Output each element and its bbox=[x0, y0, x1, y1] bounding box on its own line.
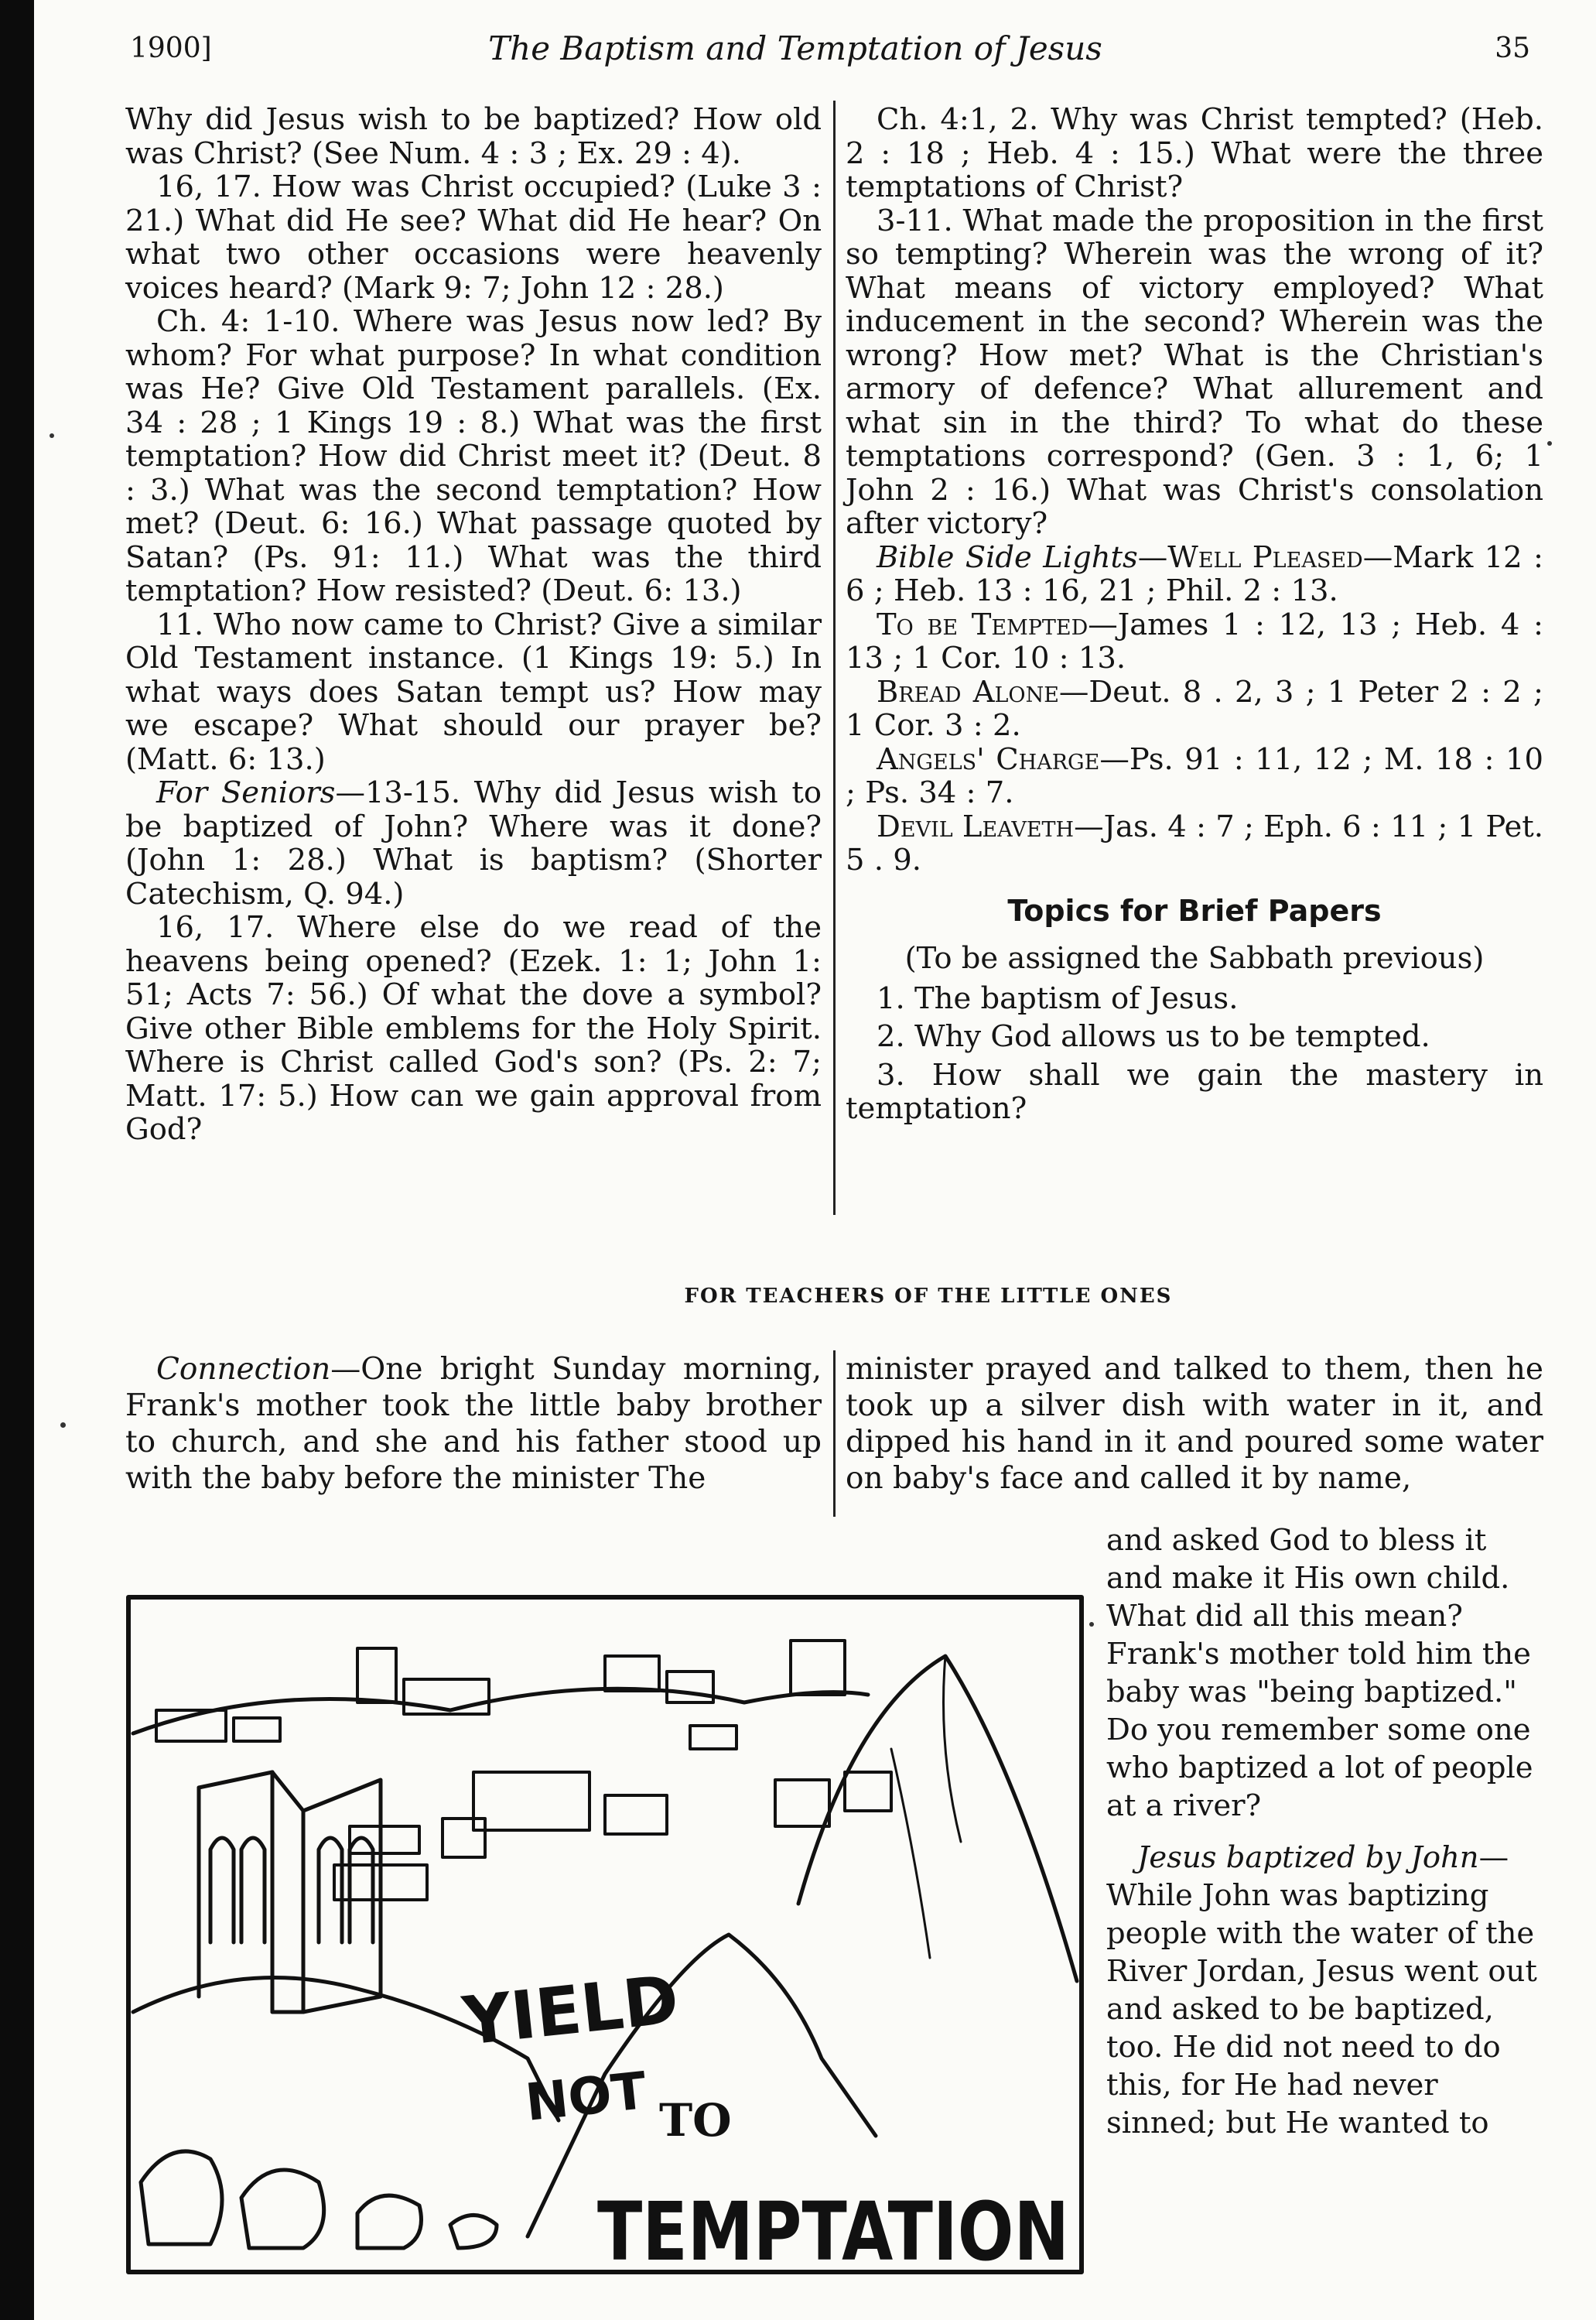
side-light-refs: —Jas. 4 : 7 ; Eph. 6 : 11 ; 1 Pet. 5 . 9. bbox=[846, 809, 1543, 878]
topics-heading: Topics for Brief Papers bbox=[1007, 893, 1382, 928]
paragraph: Ch. 4: 1-10. Where was Jesus now led? By whom? For what purpose? In what condition was He? Give Old Testament parallels. (Ex. 34 : 28 ; 1 Kings 19 : 8.) What was the first temptation? How did Christ meet it? (Deut. 8 : 3.) What was the second temptation? How met? (Deut. 6: 16.) What passage quoted by Satan? (Ps. 91: 11.) What was the third temptation? How resisted? (Deut. 6: 13.) bbox=[125, 304, 822, 608]
rocks bbox=[141, 2151, 497, 2248]
side-light-refs: —Deut. 8 . 2, 3 ; 1 Peter 2 : 2 ; 1 Cor. 3 : 2. bbox=[846, 674, 1543, 743]
section-heading: FOR TEACHERS OF THE LITTLE ONES bbox=[684, 1285, 1173, 1308]
side-lights-label: Bible Side Lights bbox=[877, 539, 1138, 575]
print-speck bbox=[60, 1422, 66, 1428]
page-number: 35 bbox=[1495, 33, 1530, 64]
side-light bbox=[846, 608, 1543, 676]
word-yield: YIELD bbox=[459, 1961, 682, 2061]
word-temptation: TEMPTATION bbox=[597, 2185, 1069, 2279]
jesus-baptized-label: Jesus baptized by John bbox=[1137, 1840, 1479, 1875]
word-not: NOT bbox=[522, 2060, 650, 2133]
header-title: The Baptism and Temptation of Jesus bbox=[488, 29, 1102, 67]
paragraph: 11. Who now came to Christ? Give a similar Old Testament instance. (1 Kings 19: 5.) In what ways does Satan tempt us? How may we escape? What should our prayer be? (Matt. 6: 13.) bbox=[125, 607, 822, 777]
connection-label: Connection bbox=[156, 1352, 331, 1387]
side-light-key: To be Tempted bbox=[877, 607, 1088, 642]
column-rule bbox=[833, 101, 836, 1215]
jesus-baptized-paragraph bbox=[1106, 1839, 1546, 2142]
right-mountain bbox=[798, 1656, 1077, 1981]
mountain-crevices bbox=[891, 1656, 961, 1958]
list-item: 1. The baptism of Jesus. bbox=[877, 980, 1239, 1016]
jesus-baptized-text: — While John was baptizing people with the water of the River Jordan, Jesus went out and asked to be baptized, too. He did not need to do this, for He had never sinned; but He wanted to bbox=[1106, 1840, 1537, 2140]
side-light bbox=[846, 743, 1543, 810]
side-light-key: Bread Alone bbox=[877, 674, 1059, 710]
side-text-column bbox=[1106, 1521, 1546, 2142]
right-column bbox=[846, 103, 1543, 1131]
connection-cont: minister prayed and talked to them, then he took up a silver dish with water in it, and dipped his hand in it and poured some water on baby's face and called it by name, bbox=[846, 1352, 1543, 1496]
yield-not-to-temptation-illustration bbox=[125, 1594, 1085, 2279]
connection-paragraph bbox=[125, 1351, 822, 1497]
seniors-paragraph bbox=[125, 776, 822, 911]
header-year: 1900] bbox=[130, 33, 212, 64]
book-binding-shadow bbox=[0, 0, 34, 2320]
side-light-key: Well Pleased bbox=[1167, 539, 1363, 575]
paragraph: Why did Jesus wish to be baptized? How old was Christ? (See Num. 4 : 3 ; Ex. 29 : 4). bbox=[125, 102, 822, 171]
side-light-key: Devil Leaveth bbox=[877, 809, 1075, 844]
topics-note: (To be assigned the Sabbath previous) bbox=[904, 941, 1485, 976]
side-light bbox=[846, 810, 1543, 878]
connection-text: —One bright Sunday morning, Frank's mother took the little baby brother to church, and she and his father stood up with the baby before the minister The bbox=[125, 1352, 822, 1496]
seniors-text: —13-15. Why did Jesus wish to be baptized of John? Where was it done? (John 1: 28.) What is baptism? (Shorter Catechism, Q. 94.) bbox=[125, 775, 822, 912]
print-speck bbox=[1089, 1622, 1094, 1627]
connection-left bbox=[125, 1351, 822, 1497]
topics-list bbox=[846, 982, 1543, 1126]
side-light-refs: —Ps. 91 : 11, 12 ; M. 18 : 10 ; Ps. 34 : 7. bbox=[846, 741, 1543, 810]
side-light-refs: —James 1 : 12, 13 ; Heb. 4 : 13 ; 1 Cor. 10 : 13. bbox=[846, 607, 1543, 676]
distant-hills bbox=[133, 1689, 868, 1733]
side-light bbox=[846, 676, 1543, 743]
print-speck bbox=[50, 433, 54, 438]
connection-right bbox=[846, 1351, 1543, 1497]
paragraph: 3-11. What made the proposition in the first so tempting? Wherein was the wrong of it? What means of victory employed? What inducement in the second? Wherein was the wrong? How met? What is the Christian's armory of defence? What allurement and what sin in the third? To what do these temptations correspond? (Gen. 3 : 1, 6; 1 John 2 : 16.) What was Christ's consolation after victory? bbox=[846, 203, 1543, 541]
side-light-refs: —Mark 12 : 6 ; Heb. 13 : 16, 21 ; Phil. 2 : 13. bbox=[846, 539, 1544, 608]
paragraph: 16, 17. Where else do we read of the heavens being opened? (Ezek. 1: 1; John 1: 51; Acts 7: 56.) Of what the dove a symbol? Give other Bible emblems for the Holy Spirit. Where is Christ called God's son? (Ps. 2: 7; Matt. 17: 5.) How can we gain approval from God? bbox=[125, 910, 822, 1147]
connection-side: and asked God to bless it and make it His own child. What did all this mean? Frank's mother told him the baby was "being baptized." Do you remember some one who baptized a lot of people at a river? bbox=[1106, 1523, 1533, 1823]
side-light-key: Angels' Charge bbox=[877, 741, 1100, 777]
column-rule bbox=[833, 1350, 836, 1517]
running-header bbox=[60, 29, 1530, 76]
word-to: TO bbox=[659, 2094, 732, 2147]
left-column bbox=[125, 103, 822, 1147]
seniors-label: For Seniors bbox=[156, 775, 336, 810]
list-item: 3. How shall we gain the mastery in temptation? bbox=[846, 1057, 1543, 1126]
print-speck bbox=[1547, 441, 1552, 446]
paragraph: Ch. 4:1, 2. Why was Christ tempted? (Heb. 2 : 18 ; Heb. 4 : 15.) What were the three temptations of Christ? bbox=[846, 102, 1543, 204]
paragraph: 16, 17. How was Christ occupied? (Luke 3 : 21.) What did He see? What did He hear? On what two other occasions were heavenly voices heard? (Mark 9: 7; John 12 : 28.) bbox=[125, 169, 822, 306]
side-lights-first: Bible Side Lights—Well Pleased—Mark 12 : 6 ; Heb. 13 : 16, 21 ; Phil. 2 : 13. bbox=[846, 539, 1544, 608]
list-item: 2. Why God allows us to be tempted. bbox=[877, 1019, 1430, 1054]
